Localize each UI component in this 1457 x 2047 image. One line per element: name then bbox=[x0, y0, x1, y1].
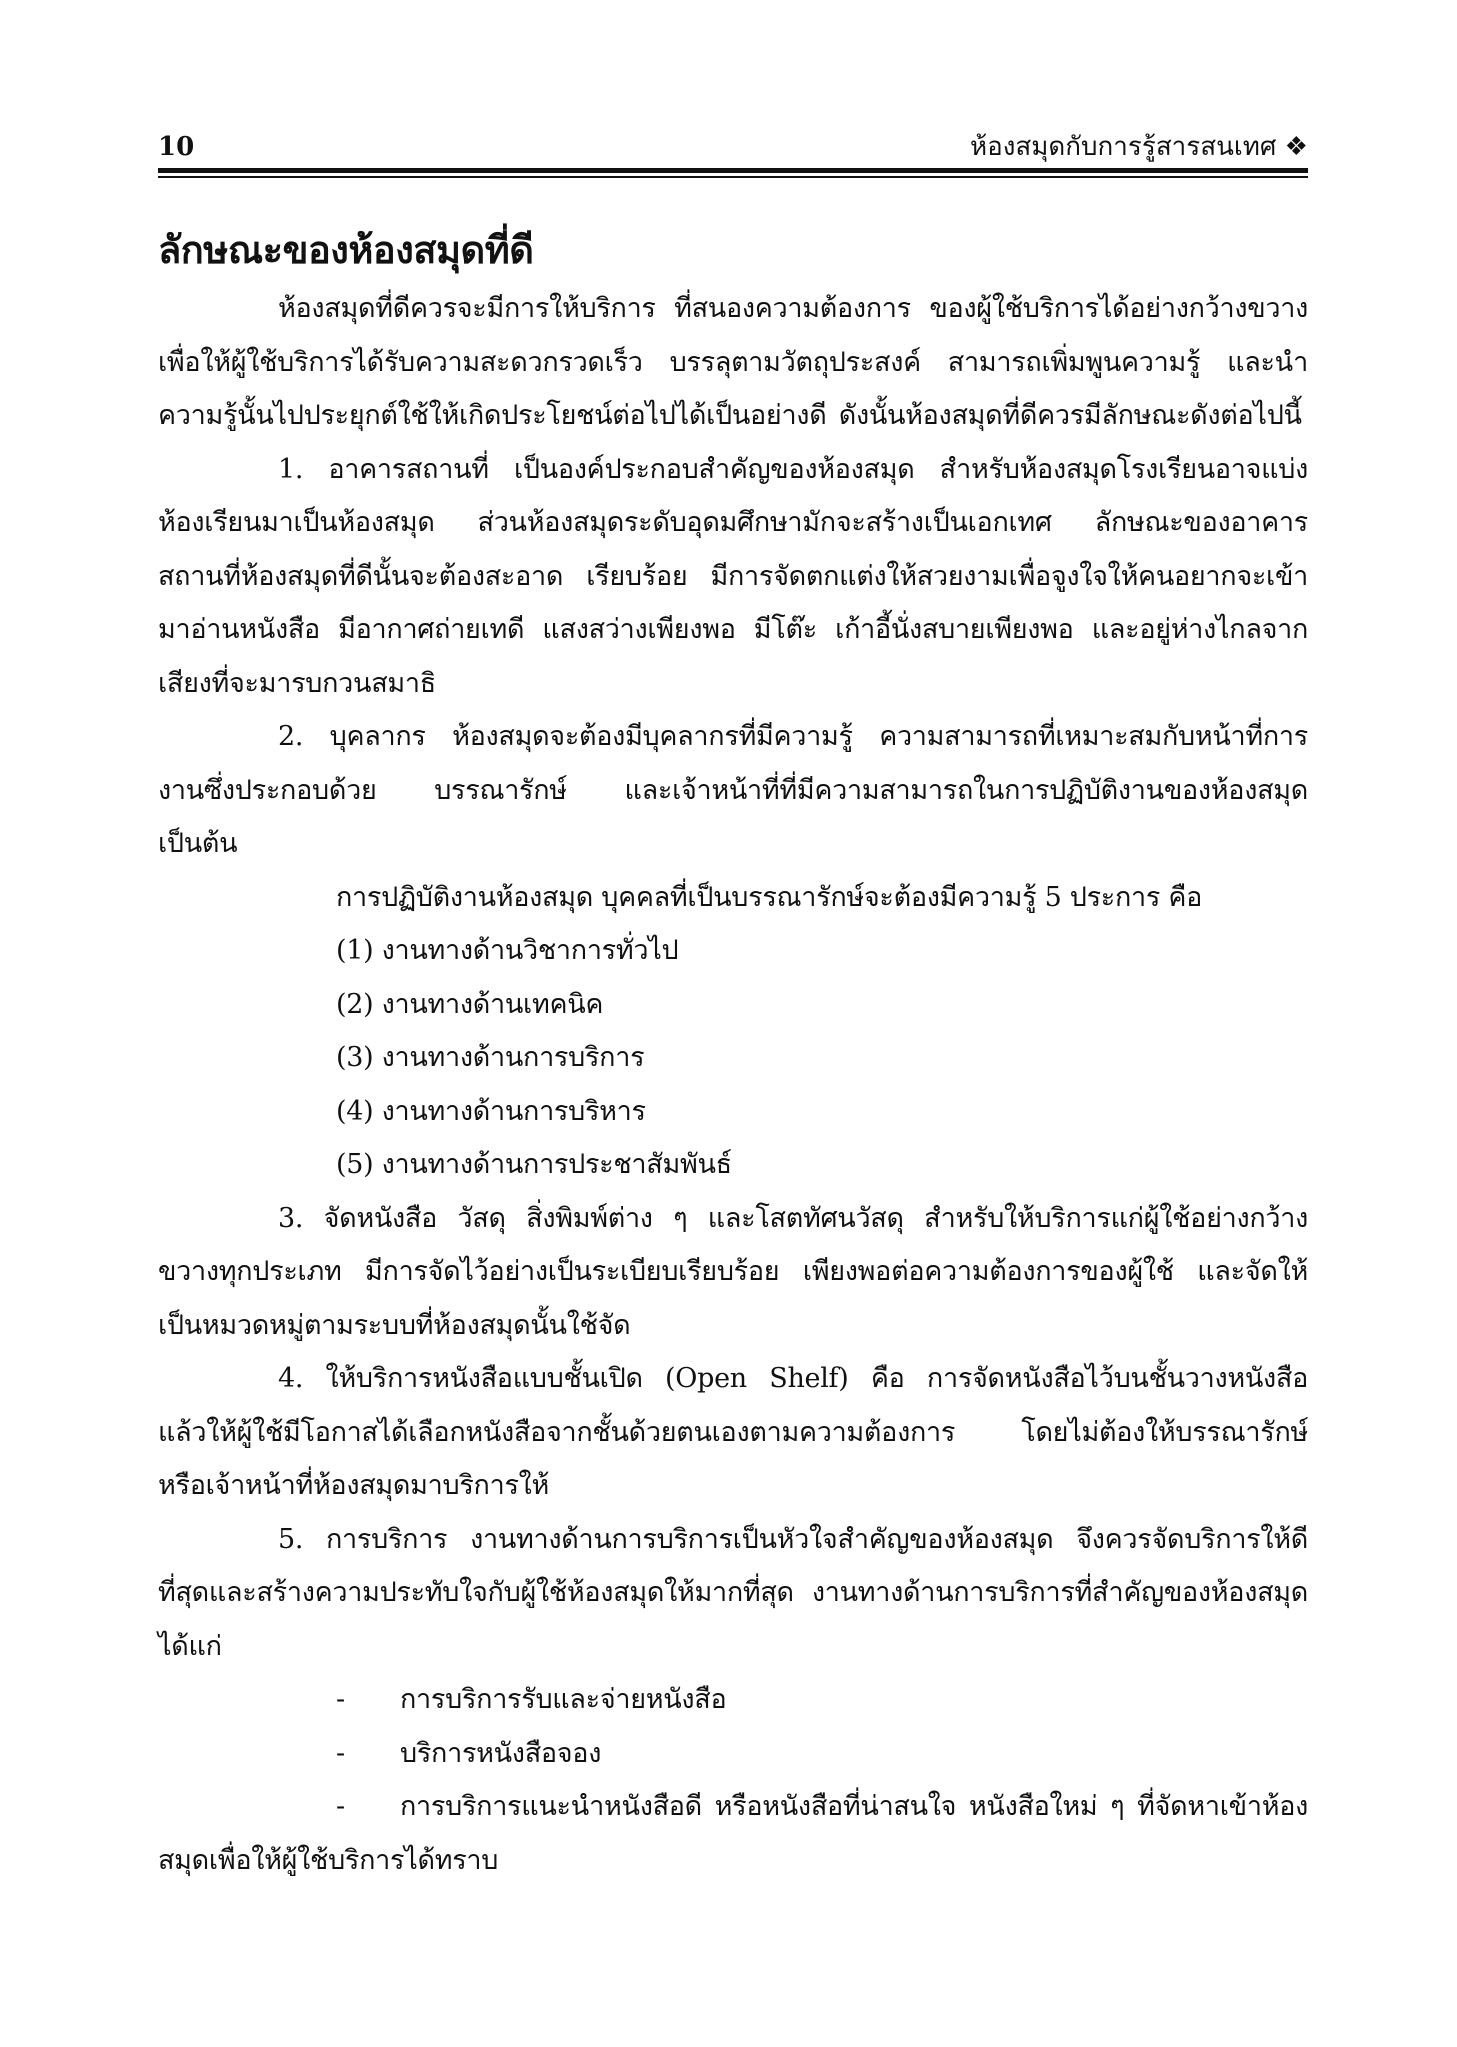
dash-bullet: - bbox=[336, 1791, 345, 1822]
item-3-paragraph: 3. จัดหนังสือ วัสดุ สิ่งพิมพ์ต่าง ๆ และโสตทัศนวัสดุ สำหรับให้บริการแก่ผู้ใช้อย่างกว้างขวางทุกประเภท มีการจัดไว้อย่างเป็นระเบียบเรียบร้อย เพียงพอต่อความต้องการของผู้ใช้ และจัดให้เป็นหมวดหมู่ตามระบบที่ห้องสมุดนั้นใช้จัด bbox=[158, 1202, 1308, 1341]
dash-list-item-long bbox=[158, 1780, 1308, 1887]
page-number: 10 bbox=[158, 132, 195, 162]
header-rule-thin bbox=[158, 176, 1308, 178]
list-item: (4) งานทางด้านการบริหาร bbox=[336, 1095, 646, 1127]
dash-list-text: บริการหนังสือจอง bbox=[400, 1737, 602, 1769]
item-5-paragraph: 5. การบริการ งานทางด้านการบริการเป็นหัวใจสำคัญของห้องสมุด จึงควรจัดบริการให้ดีที่สุดและสร้างความประทับใจกับผู้ใช้ห้องสมุดให้มากที่สุด งานทางด้านการบริการที่สำคัญของห้องสมุด ได้แก่ bbox=[158, 1523, 1308, 1662]
list-item: (2) งานทางด้านเทคนิค bbox=[336, 988, 604, 1020]
dash-bullet: - bbox=[336, 1737, 345, 1769]
list-item: (5) งานทางด้านการประชาสัมพันธ์ bbox=[336, 1149, 732, 1180]
dash-list-item bbox=[158, 1727, 1308, 1781]
section-title: ลักษณะของห้องสมุดที่ดี bbox=[158, 228, 534, 272]
item-4-paragraph: 4. ให้บริการหนังสือแบบชั้นเปิด (Open Shelf) คือ การจัดหนังสือไว้บนชั้นวางหนังสือ แล้วให้ผู้ใช้มีโอกาสได้เลือกหนังสือจากชั้นด้วยตนเองตามความต้องการ โดยไม่ต้องให้บรรณารักษ์ หรือเจ้าหน้าที่ห้องสมุดมาบริการให้ bbox=[158, 1363, 1308, 1501]
header-rule bbox=[158, 168, 1308, 173]
item-1-paragraph: 1. อาคารสถานที่ เป็นองค์ประกอบสำคัญของห้องสมุด สำหรับห้องสมุดโรงเรียนอาจแบ่งห้องเรียนมาเป็นห้องสมุด ส่วนห้องสมุดระดับอุดมศึกษามักจะสร้างเป็นเอกเทศ ลักษณะของอาคารสถานที่ห้องสมุดที่ดีนั้นจะต้องสะอาด เรียบร้อย มีการจัดตกแต่งให้สวยงามเพื่อจูงใจให้คนอยากจะเข้ามาอ่านหนังสือ มีอากาศถ่ายเทดี แสงสว่างเพียงพอ มีโต๊ะ เก้าอี้นั่งสบายเพียงพอ และอยู่ห่างไกลจากเสียงที่จะมารบกวนสมาธิ bbox=[158, 453, 1308, 699]
dash-list-item bbox=[158, 1673, 1308, 1727]
item-2-paragraph: 2. บุคลากร ห้องสมุดจะต้องมีบุคลากรที่มีความรู้ ความสามารถที่เหมาะสมกับหน้าที่การงานซึ่งประกอบด้วย บรรณารักษ์ และเจ้าหน้าที่ที่มีความสามารถในการปฏิบัติงานของห้องสมุด เป็นต้น bbox=[158, 721, 1308, 859]
item-2-sub-paragraph: การปฏิบัติงานห้องสมุด บุคคลที่เป็นบรรณารักษ์จะต้องมีความรู้ 5 ประการ คือ bbox=[336, 881, 1203, 913]
dash-list-text: การบริการแนะนำหนังสือดี หรือหนังสือที่น่าสนใจ หนังสือใหม่ ๆ ที่จัดหาเข้าห้องสมุดเพื่อให้ผู้ใช้บริการได้ทราบ bbox=[158, 1791, 1308, 1876]
list-item: (1) งานทางด้านวิชาการทั่วไป bbox=[336, 935, 679, 966]
dash-bullet: - bbox=[336, 1684, 345, 1715]
dash-list-text: การบริการรับและจ่ายหนังสือ bbox=[400, 1684, 727, 1715]
intro-paragraph: ห้องสมุดที่ดีควรจะมีการให้บริการ ที่สนองความต้องการ ของผู้ใช้บริการได้อย่างกว้างขวาง เพื่อให้ผู้ใช้บริการได้รับความสะดวกรวดเร็ว บรรลุตามวัตถุประสงค์ สามารถเพิ่มพูนความรู้ และนำความรู้นั้นไปประยุกต์ใช้ให้เกิดประโยชน์ต่อไปได้เป็นอย่างดี ดังนั้นห้องสมุดที่ดีควรมีลักษณะดังต่อไปนี้ bbox=[158, 293, 1308, 431]
running-title: ห้องสมุดกับการรู้สารสนเทศ ❖ bbox=[969, 132, 1308, 162]
page-header bbox=[158, 122, 1308, 168]
page-content bbox=[158, 222, 1308, 1887]
list-item: (3) งานทางด้านการบริการ bbox=[336, 1042, 645, 1073]
